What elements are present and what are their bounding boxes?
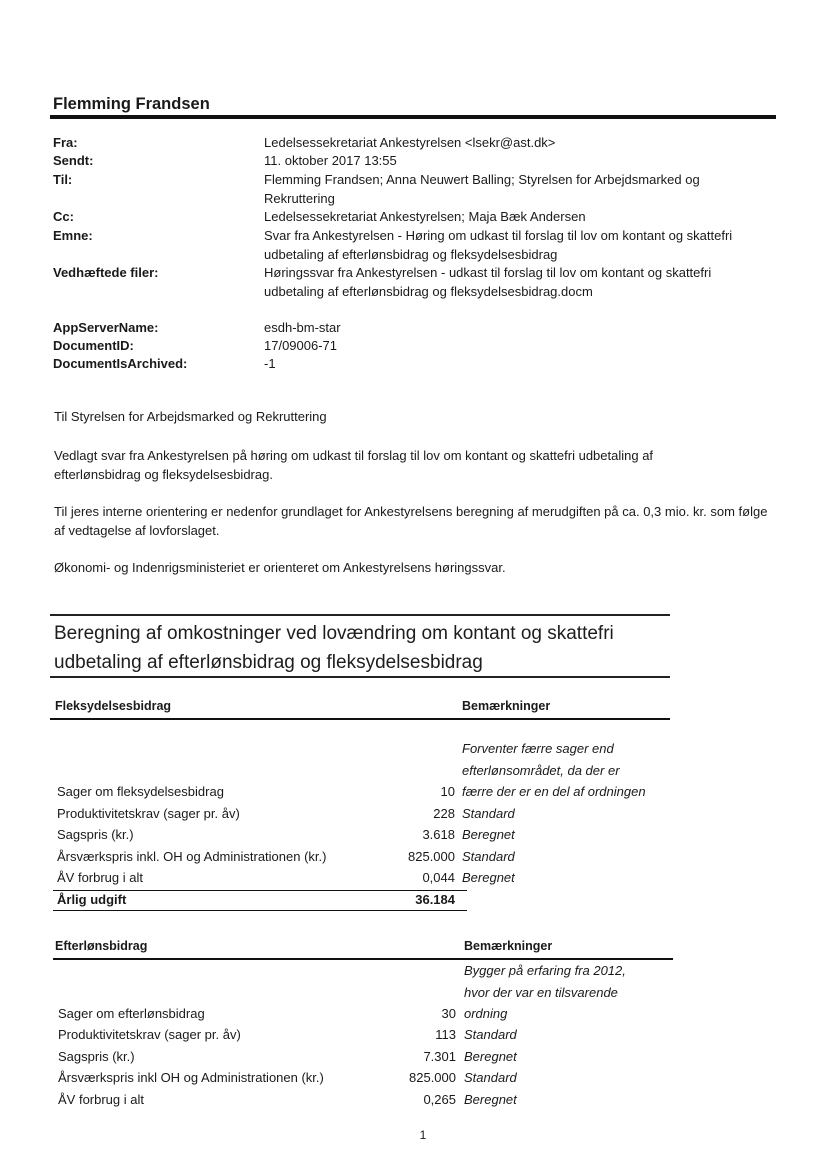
calculation-bottom-rule xyxy=(50,676,670,678)
calculation-top-rule xyxy=(50,614,670,616)
annual-cost-value: 36.184 xyxy=(415,892,455,907)
to-value: Flemming Frandsen; Anna Neuwert Balling; Styrelsen for Arbejdsmarked og Rekruttering xyxy=(264,172,700,206)
row-note: Standard xyxy=(464,1070,517,1085)
document-id-label: DocumentID: xyxy=(53,338,134,353)
efterlon-note-line-1: Bygger på erfaring fra 2012, xyxy=(464,963,626,978)
calculation-title: Beregning af omkostninger ved lovændring om kontant og skattefri udbetaling af efterlønsbidrag og fleksydelsesbidrag xyxy=(54,623,614,673)
row-label: Produktivitetskrav (sager pr. åv) xyxy=(57,806,240,821)
flex-section-heading: Fleksydelsesbidrag xyxy=(55,699,172,713)
row-label: Produktivitetskrav (sager pr. åv) xyxy=(58,1027,241,1042)
row-value: 10 xyxy=(440,784,455,799)
row-label: Sager om efterlønsbidrag xyxy=(58,1006,205,1021)
row-value: 113 xyxy=(435,1027,456,1042)
archived-value: -1 xyxy=(264,356,276,371)
efterlon-section-heading: Efterlønsbidrag xyxy=(55,939,148,953)
flex-note-line-2: efterlønsområdet, da der er xyxy=(462,763,620,778)
from-value: Ledelsessekretariat Ankestyrelsen <lsekr@ast.dk> xyxy=(264,135,556,150)
archived-label: DocumentIsArchived: xyxy=(53,356,188,371)
flex-section-rule xyxy=(50,718,670,720)
row-label: Årsværkspris inkl. OH og Administrationen (kr.) xyxy=(57,849,327,864)
row-value: 825.000 xyxy=(409,1070,456,1085)
attachments-value: Høringssvar fra Ankestyrelsen - udkast til forslag til lov om kontant og skattefri udbetaling af efterlønsbidrag og fleksydelsesbidrag.docm xyxy=(264,265,712,299)
row-note: Beregnet xyxy=(462,870,515,885)
body-paragraph-3: Økonomi- og Indenrigsministeriet er orienteret om Ankestyrelsens høringssvar. xyxy=(54,560,506,575)
sent-label: Sendt: xyxy=(53,153,94,168)
total-bottom-rule xyxy=(53,910,467,911)
body-paragraph-2: Til jeres interne orientering er nedenfor grundlaget for Ankestyrelsens beregning af merudgiften på ca. 0,3 mio. kr. som følge af vedtagelse af lovforslaget. xyxy=(54,504,768,538)
sender-name: Flemming Frandsen xyxy=(53,95,210,113)
page-number: 1 xyxy=(419,1128,427,1142)
document-id-value: 17/09006-71 xyxy=(264,338,338,353)
sent-value: 11. oktober 2017 13:55 xyxy=(264,153,397,168)
to-label: Til: xyxy=(53,172,73,187)
row-value: 0,044 xyxy=(422,870,455,885)
row-note: Beregnet xyxy=(464,1049,517,1064)
from-label: Fra: xyxy=(53,135,78,150)
row-note: Beregnet xyxy=(464,1092,517,1107)
row-label: Sagspris (kr.) xyxy=(57,827,134,842)
header-divider xyxy=(50,115,776,119)
row-label: Sagspris (kr.) xyxy=(58,1049,135,1064)
row-note: ordning xyxy=(464,1006,508,1021)
row-value: 825.000 xyxy=(408,849,455,864)
row-note: Standard xyxy=(462,806,515,821)
annual-cost-label: Årlig udgift xyxy=(57,892,127,907)
row-label: ÅV forbrug i alt xyxy=(57,870,143,885)
row-note: Standard xyxy=(462,849,515,864)
row-value: 30 xyxy=(441,1006,456,1021)
efterlon-note-line-2: hvor der var en tilsvarende xyxy=(464,985,618,1000)
row-value: 228 xyxy=(433,806,455,821)
row-note: færre der er en del af ordningen xyxy=(462,784,646,799)
app-server-value: esdh-bm-star xyxy=(264,320,341,335)
row-value: 0,265 xyxy=(423,1092,456,1107)
attachments-label: Vedhæftede filer: xyxy=(53,265,159,280)
row-label: Sager om fleksydelsesbidrag xyxy=(57,784,224,799)
row-label: ÅV forbrug i alt xyxy=(58,1092,144,1107)
efterlon-remarks-heading: Bemærkninger xyxy=(464,939,553,953)
cc-label: Cc: xyxy=(53,209,74,224)
row-note: Beregnet xyxy=(462,827,515,842)
row-value: 7.301 xyxy=(423,1049,456,1064)
row-note: Standard xyxy=(464,1027,517,1042)
flex-note-line-1: Forventer færre sager end xyxy=(462,741,614,756)
subject-label: Emne: xyxy=(53,228,93,243)
cc-value: Ledelsessekretariat Ankestyrelsen; Maja Bæk Andersen xyxy=(264,209,586,224)
subject-value: Svar fra Ankestyrelsen - Høring om udkast til forslag til lov om kontant og skattefri udbetaling af efterlønsbidrag og fleksydelsesbidrag xyxy=(264,228,733,262)
app-server-label: AppServerName: xyxy=(53,320,159,335)
row-value: 3.618 xyxy=(422,827,455,842)
row-label: Årsværkspris inkl OH og Administrationen (kr.) xyxy=(58,1070,324,1085)
flex-remarks-heading: Bemærkninger xyxy=(462,699,551,713)
greeting: Til Styrelsen for Arbejdsmarked og Rekruttering xyxy=(54,409,327,424)
body-paragraph-1: Vedlagt svar fra Ankestyrelsen på høring om udkast til forslag til lov om kontant og skattefri udbetaling af efterlønsbidrag og fleksydelsesbidrag. xyxy=(54,448,654,482)
